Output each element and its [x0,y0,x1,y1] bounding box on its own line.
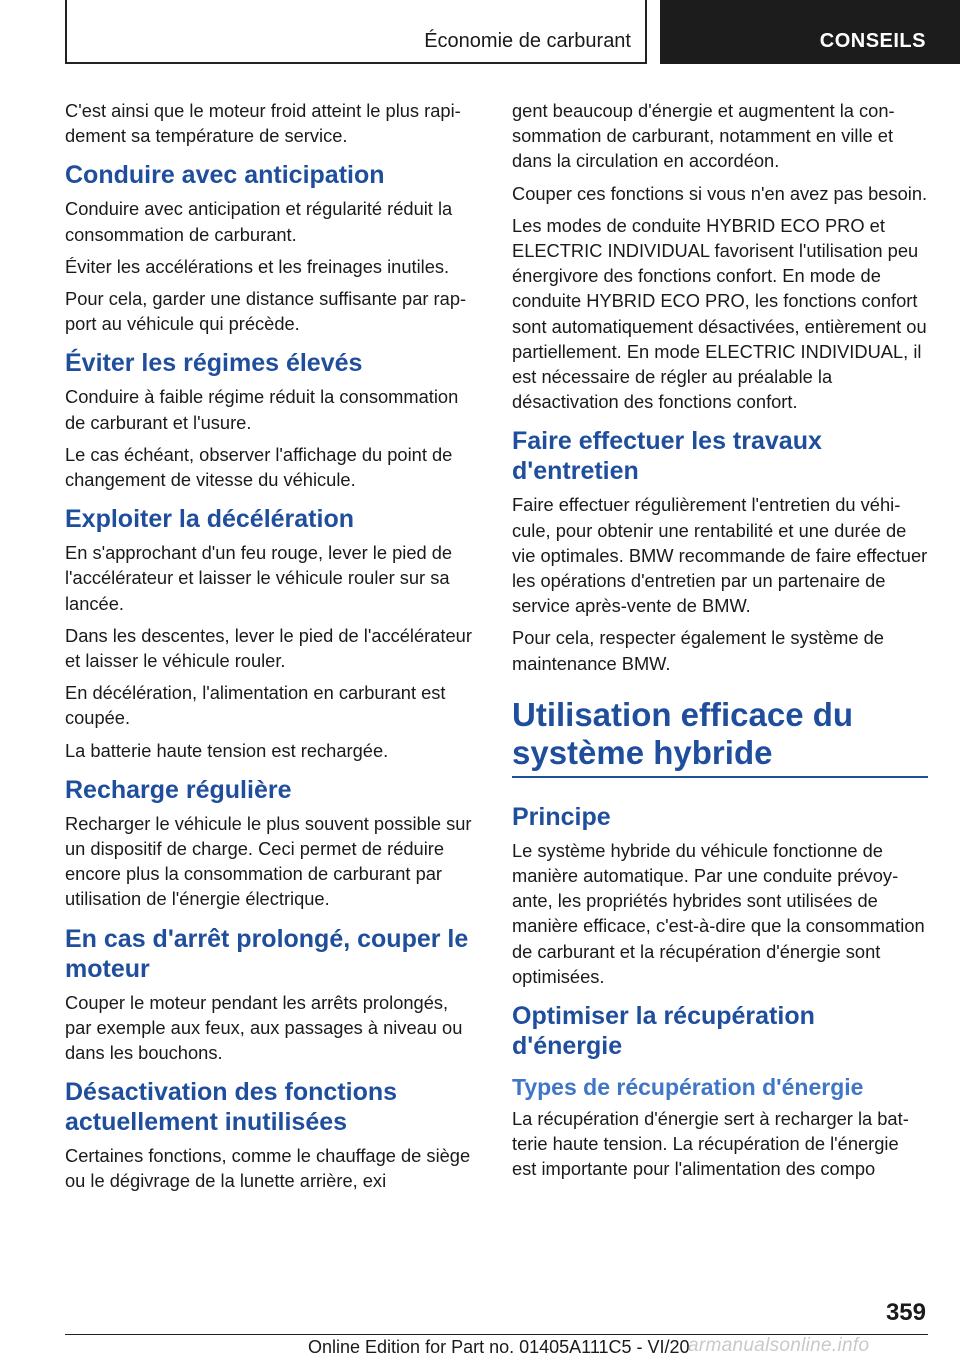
paragraph: Certaines fonctions, comme le chauffage de siège ou le dégivrage de la lunette arrière, exi [65,1145,471,1192]
heading-optimiser-recuperation: Optimiser la récupération d'énergie [512,1002,815,1061]
edition-note: Online Edition for Part no. 01405A111C5 - VI/20 [308,1337,690,1357]
paragraph: Éviter les accélérations et les freinages inutiles. [65,255,450,277]
watermark: armanualsonline.info [688,1335,870,1356]
header-section-title: Économie de carburant [424,30,631,52]
paragraph: En décélération, l'alimentation en carburant est coupée. [65,682,446,729]
paragraph: Pour cela, respecter également le système de maintenance BMW. [512,627,884,674]
heading-exploiter-deceleration: Exploiter la décélération [65,505,354,534]
paragraph: Conduire avec anticipation et régularité réduit la consommation de carburant. [65,198,453,245]
subheading-types-recuperation: Types de récupération d'énergie [512,1074,864,1101]
paragraph: Couper ces fonctions si vous n'en avez pas besoin. [512,182,928,204]
heading-conduire-anticipation: Conduire avec anticipation [65,161,385,190]
page-number: 359 [885,1299,926,1326]
page-header [0,0,960,66]
right-column [512,98,928,1189]
header-section-box [65,0,647,64]
paragraph: gent beaucoup d'énergie et augmentent la consommation de carburant, notamment en ville et dans la circulation en accordéon. [512,100,895,172]
heading-desactivation-fonctions: Désactivation des fonctions actuellement inutilisées [65,1078,398,1137]
paragraph: C'est ainsi que le moteur froid atteint le plus rapidement sa température de service. [65,100,461,147]
paragraph: Conduire à faible régime réduit la consommation de carburant et l'usure. [65,386,459,433]
header-chapter-tab [660,0,960,64]
paragraph: Faire effectuer régulièrement l'entretien du véhicule, pour obtenir une rentabilité et une durée de vie optimales. BMW recommande de faire effectuer les opérations d'entretien par un partenaire de service après-vente de BMW. [512,494,928,617]
left-column [65,98,477,1201]
page-footer [0,1290,960,1362]
paragraph: La batterie haute tension est rechargée. [65,739,389,761]
header-chapter-title: CONSEILS [819,30,926,52]
paragraph: Couper le moteur pendant les arrêts prolongés, par exemple aux feux, aux passages à niveau ou dans les bouchons. [65,991,463,1064]
paragraph: Dans les descentes, lever le pied de l'accélérateur et laisser le véhicule rouler. [65,624,472,672]
paragraph: Le cas échéant, observer l'affichage du point de changement de vitesse du véhicule. [65,443,453,491]
heading-principe: Principe [512,802,611,831]
paragraph: Recharger le véhicule le plus souvent possible sur un dispositif de charge. Ceci permet de réduire encore plus la consommation de carburant par utilisation de l'énergie électrique. [65,812,472,910]
heading-travaux-entretien: Faire effectuer les travaux d'entretien [512,427,822,486]
heading-recharge-reguliere: Recharge régulière [65,775,292,804]
heading-arret-prolonge: En cas d'arrêt prolongé, couper le moteur [65,924,469,983]
chapter-heading-utilisation-hybride: Utilisation efficace du système hybride [512,696,928,778]
paragraph: La récupération d'énergie sert à recharger la batterie haute tension. La récupération de l'énergie est importante pour l'alimentation des compo [512,1108,909,1180]
paragraph: Pour cela, garder une distance suffisante par rapport au véhicule qui précède. [65,288,467,335]
paragraph: Les modes de conduite HYBRID ECO PRO et ELECTRIC INDIVIDUAL favorisent l'utilisation peu énergivore des fonctions confort. En mode de conduite HYBRID ECO PRO, les fonctions confort sont automatiquement désactivées, entièrement ou partiellement. En mode ELECTRIC INDIVIDUAL, il est nécessaire de régler au préalable la désactivation des fonctions confort. [512,214,927,413]
heading-eviter-regimes: Éviter les régimes élevés [65,349,363,378]
paragraph: En s'approchant d'un feu rouge, lever le pied de l'accélérateur et laisser le véhicule rouler sur sa lancée. [65,542,453,614]
paragraph: Le système hybride du véhicule fonctionne de manière automatique. Par une conduite prévoyante, les propriétés hybrides sont utilisées de manière efficace, c'est-à-dire que la consommation de carburant et la récupération d'énergie sont optimisées. [512,839,925,987]
